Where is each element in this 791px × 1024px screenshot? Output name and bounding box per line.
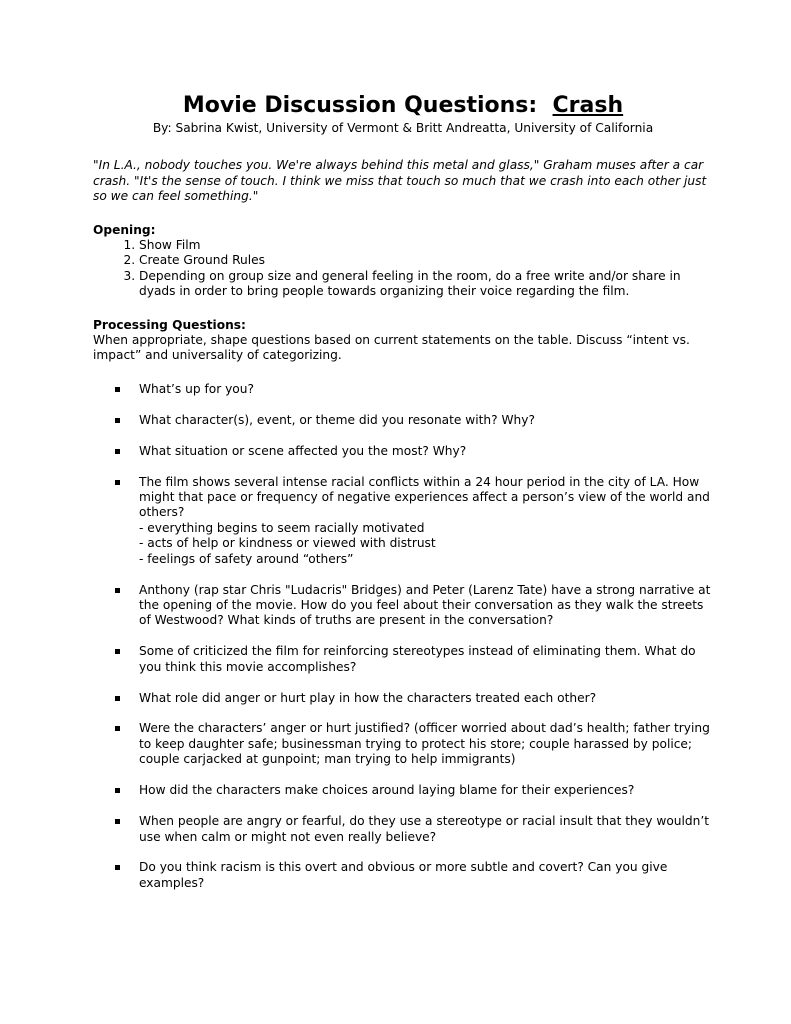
question-item <box>93 583 713 629</box>
question-text: What’s up for you? <box>139 381 254 396</box>
question-item <box>93 860 713 891</box>
opening-quote: "In L.A., nobody touches you. We're always behind this metal and glass," Graham muses after a car crash. "It's the sense of touch. I think we miss that touch so much that we crash into each other just so we can feel something." <box>93 158 707 204</box>
questions-list <box>93 382 713 891</box>
square-bullet-icon <box>115 788 120 793</box>
question-text: What character(s), event, or theme did you resonate with? Why? <box>139 412 535 427</box>
question-text: Anthony (rap star Chris "Ludacris" Bridges) and Peter (Larenz Tate) have a strong narrative at the opening of the movie. How do you feel about their conversation as they walk the streets of Westwood? What kinds of truths are present in the conversation? <box>139 582 711 628</box>
document-page <box>93 92 713 907</box>
question-item <box>93 413 713 428</box>
question-item <box>93 691 713 706</box>
question-item <box>93 721 713 767</box>
square-bullet-icon <box>115 588 120 593</box>
question-subitem: - everything begins to seem racially motivated <box>139 520 425 535</box>
question-item <box>93 444 713 459</box>
question-item <box>93 644 713 675</box>
film-title: Crash <box>552 93 624 118</box>
square-bullet-icon <box>115 696 120 701</box>
square-bullet-icon <box>115 449 120 454</box>
opening-item: 1. Show Film <box>139 238 713 253</box>
opening-item: 3. Depending on group size and general feeling in the room, do a free write and/or share in dyads in order to bring people towards organizing their voice regarding the film. <box>139 269 713 300</box>
question-text: What role did anger or hurt play in how the characters treated each other? <box>139 690 597 705</box>
opening-heading: Opening: <box>93 222 156 237</box>
question-item <box>93 783 713 798</box>
page-title <box>93 92 713 120</box>
title-prefix: Movie Discussion Questions: <box>182 93 538 118</box>
question-text: What situation or scene affected you the most? Why? <box>139 443 467 458</box>
question-subitem: - feelings of safety around “others” <box>139 551 354 566</box>
processing-intro: When appropriate, shape questions based on current statements on the table. Discuss “intent vs. impact” and universality of categorizing. <box>93 333 690 363</box>
question-item <box>93 382 713 397</box>
question-text: When people are angry or fearful, do they use a stereotype or racial insult that they wouldn’t use when calm or might not even really believe? <box>139 814 710 844</box>
square-bullet-icon <box>115 387 120 392</box>
byline: By: Sabrina Kwist, University of Vermont & Britt Andreatta, University of California <box>152 121 654 135</box>
processing-heading: Processing Questions: <box>93 317 246 332</box>
question-item <box>93 475 713 567</box>
square-bullet-icon <box>115 649 120 654</box>
question-item <box>93 814 713 845</box>
question-text: Were the characters’ anger or hurt justified? (officer worried about dad’s health; father trying to keep daughter safe; businessman trying to protect his store; couple harassed by police; couple carjacked at gunpoint; man trying to help immigrants) <box>139 721 710 767</box>
square-bullet-icon <box>115 726 120 731</box>
opening-item: 2. Create Ground Rules <box>139 253 713 268</box>
square-bullet-icon <box>115 819 120 824</box>
question-subitem: - acts of help or kindness or viewed with distrust <box>139 536 436 551</box>
question-text: Some of criticized the film for reinforcing stereotypes instead of eliminating them. What do you think this movie accomplishes? <box>139 644 696 674</box>
question-text: The film shows several intense racial conflicts within a 24 hour period in the city of LA. How might that pace or frequency of negative experiences affect a person’s view of the world and others? <box>139 474 710 520</box>
question-text: Do you think racism is this overt and obvious or more subtle and covert? Can you give examples? <box>139 860 668 890</box>
square-bullet-icon <box>115 480 120 485</box>
square-bullet-icon <box>115 418 120 423</box>
opening-list <box>93 238 713 300</box>
square-bullet-icon <box>115 865 120 870</box>
question-text: How did the characters make choices around laying blame for their experiences? <box>139 783 635 798</box>
